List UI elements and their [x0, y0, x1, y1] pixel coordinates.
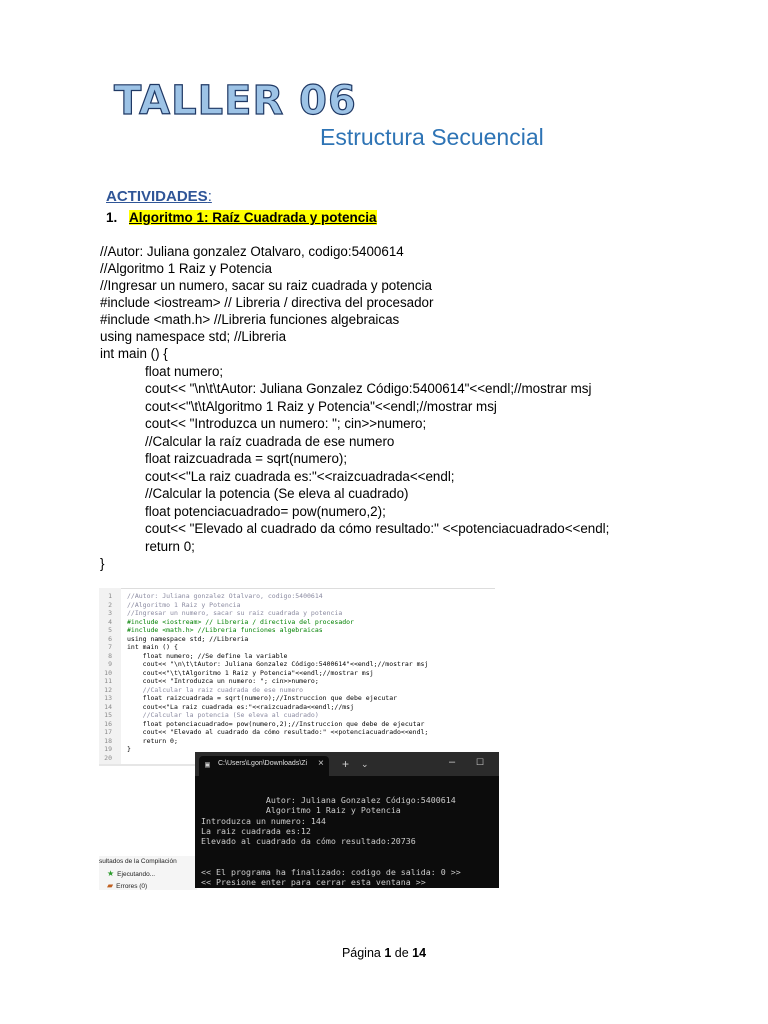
ide-line-number: 2 [108, 600, 112, 609]
ide-line-number: 9 [108, 660, 112, 668]
activity-number: 1. [106, 210, 118, 225]
console-line: << Presione enter para cerrar esta ventana >> [201, 876, 426, 887]
ide-code-line[interactable]: cout<< "Introduzca un numero: "; cin>>numero; [127, 677, 319, 685]
ide-code-line[interactable]: float potenciacuadrado= pow(numero,2);//Instruccion que debe de ejecutar [127, 719, 425, 728]
ide-line-number: 20 [104, 753, 112, 762]
ide-line-number: 14 [104, 702, 112, 711]
code-line: //Calcular la potencia (Se eleva al cuadrado) [145, 486, 409, 501]
ide-code-line[interactable]: return 0; [127, 736, 178, 745]
new-tab-icon[interactable]: + [342, 757, 350, 771]
ide-line-number: 16 [104, 719, 112, 728]
code-line: //Autor: Juliana gonzalez Otalvaro, codigo:5400614 [100, 244, 404, 259]
console-line: La raiz cuadrada es:12 [201, 825, 311, 836]
ide-code-line[interactable]: int main () { [127, 643, 178, 651]
code-line: int main () { [100, 346, 168, 361]
ide-code-line[interactable]: //Ingresar un numero, sacar su raiz cuadrada y potencia [127, 609, 343, 617]
ide-line-number: 18 [104, 736, 112, 745]
ide-code-line[interactable]: //Algoritmo 1 Raiz y Potencia [127, 600, 241, 609]
activity-item [106, 210, 377, 225]
activities-heading: ACTIVIDADES: [106, 188, 212, 205]
ide-code-line[interactable]: //Autor: Juliana gonzalez Otalvaro, codigo:5400614 [127, 592, 323, 600]
ide-code-line[interactable]: //Calcular la raiz cuadrada de ese numero [127, 685, 304, 694]
ide-code-line[interactable]: //Calcular la potencia (Se eleva al cuadrado) [127, 711, 319, 719]
ide-line-number: 17 [104, 728, 112, 736]
terminal-icon: ▣ [205, 760, 210, 769]
code-line: cout<< "Introduzca un numero: "; cin>>numero; [145, 416, 427, 431]
code-line: //Calcular la raíz cuadrada de ese numero [145, 434, 395, 449]
code-line: float numero; [145, 364, 224, 379]
code-line: cout<< "Elevado al cuadrado da cómo resultado:" <<potenciacuadrado<<endl; [145, 521, 610, 536]
ide-line-number: 8 [108, 651, 112, 660]
page-subtitle: Estructura Secuencial [320, 124, 544, 150]
ide-line-number: 1 [108, 592, 112, 600]
code-line: using namespace std; //Libreria [100, 329, 287, 344]
compile-results-title: sultados de la Compilación [99, 858, 177, 865]
console-line: << El programa ha finalizado: codigo de salida: 0 >> [201, 866, 461, 877]
code-line: //Ingresar un numero, sacar su raiz cuadrada y potencia [100, 278, 432, 293]
ide-line-number: 12 [104, 685, 112, 694]
code-line: cout<<"La raiz cuadrada es:"<<raizcuadrada<<endl; [145, 469, 455, 484]
ide-line-number: 4 [108, 617, 112, 626]
ide-line-number: 6 [108, 634, 112, 643]
console-line: Elevado al cuadrado da cómo resultado:20736 [201, 836, 416, 846]
code-line: #include <iostream> // Libreria / directiva del procesador [100, 295, 434, 310]
ide-line-number: 19 [104, 745, 112, 753]
minimize-icon[interactable]: – [449, 756, 456, 768]
code-line: cout<< "\n\t\tAutor: Juliana Gonzalez Código:5400614"<<endl;//mostrar msj [145, 381, 592, 396]
compile-results-executing[interactable]: ★ Ejecutando... [107, 869, 156, 878]
ide-code-line[interactable]: cout<< "Elevado al cuadrado da cómo resultado:" <<potenciacuadrado<<endl; [127, 728, 429, 736]
page-footer: Página 1 de 14 [341, 946, 427, 960]
ide-code-line[interactable]: #include <math.h> //Libreria funciones algebraicas [127, 626, 323, 634]
ide-line-number: 11 [104, 677, 112, 685]
activity-label: Algoritmo 1: Raíz Cuadrada y potencia [129, 210, 377, 225]
ide-code-line[interactable]: float raizcuadrada = sqrt(numero);//Instruccion que debe ejecutar [127, 694, 398, 702]
code-line: float raizcuadrada = sqrt(numero); [145, 451, 348, 466]
ide-code-line[interactable]: #include <iostream> // Libreria / directiva del procesador [127, 617, 354, 626]
code-line: #include <math.h> //Libreria funciones algebraicas [100, 312, 400, 327]
ide-line-number: 10 [104, 668, 112, 677]
close-tab-icon[interactable]: × [318, 758, 324, 769]
ide-code-line[interactable]: float numero; //Se define la variable [127, 651, 288, 660]
maximize-icon[interactable]: ☐ [476, 757, 485, 767]
ide-line-number: 15 [104, 711, 112, 719]
ide-line-number: 7 [108, 643, 112, 651]
code-line: return 0; [145, 539, 195, 554]
console-tab-title: C:\Users\Lgon\Downloads\Zi [218, 760, 308, 767]
ide-code-line[interactable]: cout<<"La raiz cuadrada es:"<<raizcuadrada<<endl;//msj [127, 702, 354, 711]
code-line: } [100, 556, 105, 571]
ide-code-line[interactable]: using namespace std; //Libreria [127, 634, 249, 643]
code-line: cout<<"\t\tAlgoritmo 1 Raiz y Potencia"<<endl;//mostrar msj [145, 399, 497, 414]
ide-code-line[interactable]: } [127, 745, 131, 753]
ide-line-number: 3 [108, 609, 112, 617]
console-line: Autor: Juliana Gonzalez Código:5400614 [201, 795, 456, 806]
build-icon: ▰ [107, 881, 114, 890]
star-icon: ★ [107, 869, 115, 878]
ide-code-line[interactable]: cout<< "\n\t\tAutor: Juliana Gonzalez Código:5400614"<<endl;//mostrar msj [127, 660, 429, 668]
compile-results-errors[interactable]: ▰ Errores (0) [107, 881, 148, 890]
ide-line-number: 5 [108, 626, 112, 634]
code-line: float potenciacuadrado= pow(numero,2); [145, 504, 386, 519]
chevron-down-icon[interactable]: ⌄ [361, 759, 369, 769]
ide-line-number: 13 [104, 694, 112, 702]
console-line: Introduzca un numero: 144 [201, 815, 326, 826]
page-title: TALLER 06 [114, 78, 357, 124]
code-line: //Algoritmo 1 Raiz y Potencia [100, 261, 272, 276]
console-line: Algoritmo 1 Raiz y Potencia [201, 805, 401, 816]
ide-code-line[interactable]: cout<<"\t\tAlgoritmo 1 Raiz y Potencia"<<endl;//mostrar msj [127, 668, 374, 677]
